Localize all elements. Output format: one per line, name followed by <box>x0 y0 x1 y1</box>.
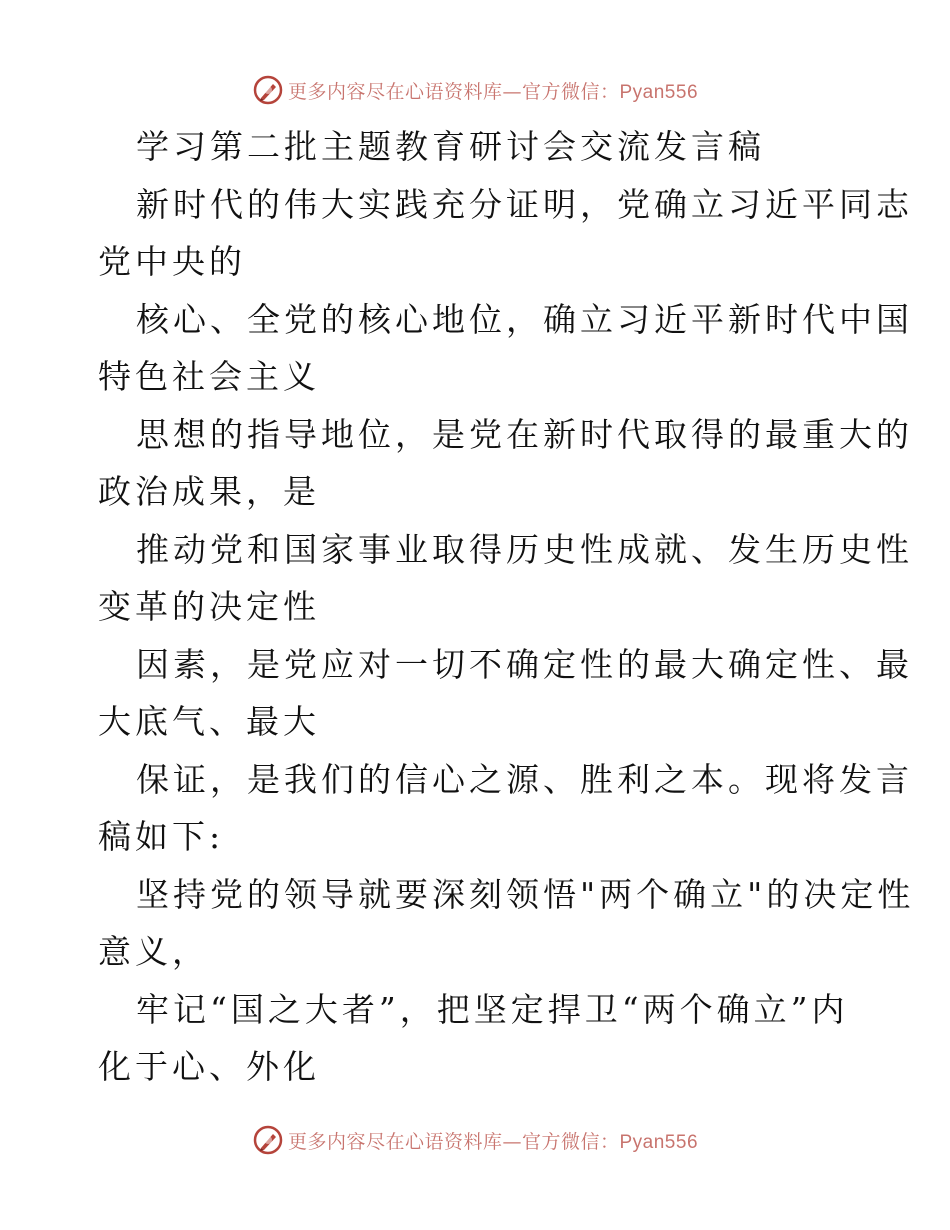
text-line: 党中央的 <box>98 242 246 281</box>
header-banner-dash: — <box>502 80 522 103</box>
text-line: 稿如下: <box>98 817 225 856</box>
text-line: 政治成果，是 <box>98 472 320 511</box>
text-line: 特色社会主义 <box>98 357 320 396</box>
header-banner-text <box>288 77 698 104</box>
pen-logo-icon <box>252 1124 284 1156</box>
footer-banner-dash: — <box>502 1130 522 1153</box>
text-line: 牢记“国之大者”，把坚定捍卫“两个确立”内 <box>136 989 849 1029</box>
header-banner <box>0 70 950 110</box>
footer-banner-text <box>288 1127 698 1154</box>
text-line: 因素，是党应对一切不确定性的最大确定性、最 <box>136 644 913 684</box>
text-line: 思想的指导地位，是党在新时代取得的最重大的 <box>136 414 913 454</box>
text-line: 大底气、最大 <box>98 702 320 741</box>
document-title: 学习第二批主题教育研讨会交流发言稿 <box>136 127 765 166</box>
footer-banner-contact: 官方微信：Pyan556 <box>522 1131 699 1153</box>
footer-banner-main: 更多内容尽在心语资料库 <box>287 1130 503 1153</box>
text-line: 保证，是我们的信心之源、胜利之本。现将发言 <box>136 759 913 799</box>
header-banner-main: 更多内容尽在心语资料库 <box>287 80 503 103</box>
pen-logo-icon <box>252 74 284 106</box>
footer-banner <box>0 1120 950 1160</box>
text-line: 坚持党的领导就要深刻领悟"两个确立"的决定性 <box>136 874 915 914</box>
text-line: 核心、全党的核心地位，确立习近平新时代中国 <box>136 299 913 339</box>
text-line: 变革的决定性 <box>98 587 320 626</box>
text-line: 推动党和国家事业取得历史性成就、发生历史性 <box>136 529 913 569</box>
text-line: 化于心、外化 <box>98 1047 320 1086</box>
document-body <box>98 118 915 1096</box>
header-banner-contact: 官方微信：Pyan556 <box>522 81 699 103</box>
text-line: 新时代的伟大实践充分证明，党确立习近平同志 <box>136 184 913 224</box>
text-line: 意义， <box>98 932 209 971</box>
